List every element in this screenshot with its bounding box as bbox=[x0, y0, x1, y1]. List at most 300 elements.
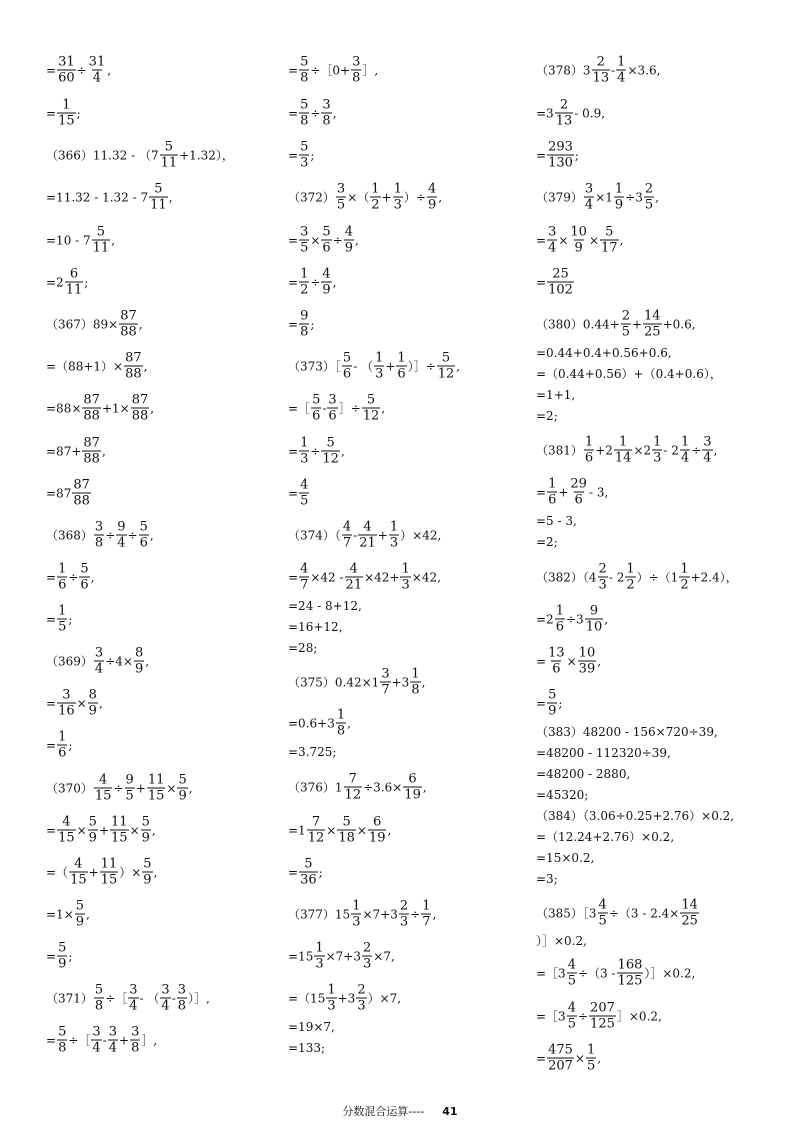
fraction bbox=[421, 899, 431, 930]
denominator: 5 bbox=[586, 1058, 596, 1074]
fraction bbox=[344, 225, 354, 256]
math-text: ］×0.2, bbox=[616, 1009, 662, 1023]
math-text: × bbox=[326, 823, 337, 837]
numerator: 87 bbox=[83, 435, 100, 451]
math-line bbox=[288, 436, 345, 467]
numerator: 4 bbox=[300, 561, 309, 577]
fraction bbox=[374, 351, 384, 382]
math-text: +2 bbox=[595, 443, 613, 457]
math-text: = bbox=[536, 233, 547, 247]
denominator: 4 bbox=[584, 197, 594, 213]
denominator: 125 bbox=[590, 1016, 615, 1032]
numerator: 2 bbox=[644, 181, 654, 197]
numerator: 11 bbox=[111, 814, 128, 830]
fraction bbox=[336, 182, 346, 213]
fraction bbox=[139, 520, 149, 551]
math-line bbox=[536, 872, 558, 886]
fraction bbox=[625, 562, 635, 593]
numerator: 1 bbox=[352, 898, 361, 914]
math-text: （383）48200 - 156×720÷39, bbox=[536, 725, 718, 739]
math-line bbox=[536, 182, 659, 213]
fraction bbox=[356, 983, 366, 1014]
numerator: 3 bbox=[336, 181, 346, 197]
numerator: 4 bbox=[598, 897, 607, 913]
numerator: 5 bbox=[300, 97, 309, 113]
numerator: 5 bbox=[75, 898, 85, 914]
math-text: = bbox=[288, 233, 299, 247]
fraction bbox=[57, 98, 76, 129]
math-text: - 3, bbox=[588, 485, 609, 499]
math-text: （378）3 bbox=[536, 63, 591, 77]
math-text: - 0.9, bbox=[574, 106, 606, 120]
denominator: 11 bbox=[65, 282, 83, 298]
math-text: （382）（4 bbox=[536, 570, 597, 584]
math-text: （379） bbox=[536, 190, 583, 204]
math-text: , bbox=[168, 190, 173, 204]
math-line bbox=[536, 767, 630, 781]
fraction bbox=[584, 182, 594, 213]
math-text: × bbox=[574, 1051, 585, 1065]
math-text: = bbox=[46, 823, 57, 837]
numerator: 2 bbox=[357, 982, 366, 998]
numerator: 2 bbox=[399, 898, 409, 914]
math-text: , bbox=[90, 570, 95, 584]
math-line bbox=[536, 646, 601, 677]
math-text: =2; bbox=[536, 535, 558, 549]
math-line bbox=[46, 98, 81, 129]
fraction bbox=[94, 646, 104, 677]
denominator: 18 bbox=[338, 830, 355, 846]
math-text: ÷ bbox=[113, 781, 124, 795]
math-text: ］, bbox=[141, 1033, 158, 1047]
numerator: 5 bbox=[548, 687, 557, 703]
numerator: 2 bbox=[621, 308, 630, 324]
math-text: +2.4）， bbox=[690, 570, 738, 584]
denominator: 8 bbox=[131, 1040, 140, 1056]
math-line bbox=[288, 983, 401, 1014]
numerator: 5 bbox=[366, 392, 376, 408]
math-text: =［3 bbox=[536, 966, 566, 980]
math-line bbox=[46, 941, 72, 972]
denominator: 3 bbox=[357, 998, 366, 1014]
denominator: 25 bbox=[644, 324, 661, 340]
math-text: = bbox=[536, 654, 547, 668]
numerator: 3 bbox=[92, 1024, 101, 1040]
math-text: =45320; bbox=[536, 788, 589, 802]
fraction bbox=[321, 436, 340, 467]
math-text: +1.32）， bbox=[179, 148, 234, 162]
denominator: 88 bbox=[73, 493, 90, 509]
numerator: 1 bbox=[586, 1042, 596, 1058]
math-text: ÷ bbox=[577, 1009, 589, 1023]
math-line bbox=[288, 772, 427, 803]
denominator: 4 bbox=[94, 661, 104, 677]
denominator: 9 bbox=[322, 282, 331, 298]
math-text: ; bbox=[84, 275, 89, 289]
math-text: +3 bbox=[337, 991, 356, 1005]
numerator: 475 bbox=[548, 1042, 573, 1058]
fraction bbox=[589, 1001, 616, 1032]
math-text: , bbox=[604, 612, 609, 626]
math-line bbox=[46, 730, 72, 761]
math-text: =87+ bbox=[46, 444, 82, 458]
math-line bbox=[536, 809, 734, 823]
math-text: =16+12, bbox=[288, 620, 343, 634]
numerator: 5 bbox=[139, 519, 148, 535]
math-text: ÷［ bbox=[105, 991, 128, 1005]
denominator: 2 bbox=[680, 577, 689, 593]
fraction bbox=[65, 267, 84, 298]
numerator: 10 bbox=[570, 224, 587, 240]
denominator: 13 bbox=[555, 113, 573, 129]
math-text: （369） bbox=[46, 654, 93, 668]
fraction bbox=[410, 667, 420, 698]
math-line bbox=[46, 1025, 157, 1056]
numerator: 7 bbox=[311, 814, 321, 830]
math-text: =（15 bbox=[288, 991, 326, 1005]
fraction bbox=[57, 562, 67, 593]
math-text: （373）［ bbox=[288, 359, 341, 373]
denominator: 4 bbox=[92, 70, 102, 86]
denominator: 9 bbox=[141, 830, 150, 846]
math-line bbox=[46, 351, 147, 382]
math-text: =24 - 8+12, bbox=[288, 599, 362, 613]
denominator: 6 bbox=[552, 661, 561, 677]
fraction bbox=[57, 55, 76, 86]
denominator: 9 bbox=[427, 197, 437, 213]
math-text: , bbox=[387, 823, 392, 837]
numerator: 1 bbox=[619, 434, 628, 450]
math-text: + bbox=[119, 1033, 130, 1047]
fraction bbox=[134, 646, 144, 677]
math-line bbox=[536, 367, 722, 381]
denominator: 11 bbox=[150, 197, 167, 213]
fraction bbox=[358, 520, 377, 551]
math-text: ; bbox=[574, 148, 579, 162]
math-line bbox=[288, 140, 314, 171]
numerator: 5 bbox=[96, 224, 106, 240]
fraction bbox=[614, 182, 624, 213]
fraction bbox=[555, 98, 574, 129]
numerator: 4 bbox=[567, 957, 576, 973]
math-text: ）×42, bbox=[400, 528, 442, 542]
denominator: 3 bbox=[363, 956, 372, 972]
denominator: 17 bbox=[601, 240, 618, 256]
numerator: 4 bbox=[322, 266, 331, 282]
denominator: 25 bbox=[681, 913, 698, 929]
denominator: 7 bbox=[300, 577, 309, 593]
numerator: 5 bbox=[178, 772, 187, 788]
denominator: 3 bbox=[300, 155, 309, 171]
numerator: 1 bbox=[375, 350, 384, 366]
fraction bbox=[299, 478, 309, 509]
math-line bbox=[536, 477, 608, 508]
fraction bbox=[147, 773, 166, 804]
math-line bbox=[536, 725, 718, 739]
math-text: （368） bbox=[46, 528, 93, 542]
denominator: 6 bbox=[139, 535, 148, 551]
numerator: 5 bbox=[342, 814, 351, 830]
numerator: 1 bbox=[584, 434, 594, 450]
math-text: ÷3 bbox=[625, 190, 643, 204]
fraction bbox=[94, 520, 104, 551]
denominator: 3 bbox=[327, 998, 336, 1014]
math-line bbox=[288, 520, 441, 551]
math-text: , bbox=[438, 190, 443, 204]
numerator: 5 bbox=[94, 982, 104, 998]
numerator: 14 bbox=[681, 897, 698, 913]
denominator: 5 bbox=[567, 973, 576, 989]
math-text: + bbox=[98, 823, 110, 837]
math-line bbox=[46, 436, 106, 467]
fraction bbox=[57, 730, 67, 761]
fraction bbox=[592, 55, 611, 86]
denominator: 6 bbox=[312, 408, 321, 424]
math-text: + bbox=[377, 528, 388, 542]
denominator: 8 bbox=[322, 113, 331, 129]
fraction bbox=[88, 55, 107, 86]
math-text: = bbox=[288, 148, 299, 162]
math-text: （374）（ bbox=[288, 528, 341, 542]
math-text: × bbox=[356, 823, 367, 837]
math-line bbox=[288, 599, 362, 613]
fraction bbox=[94, 983, 104, 1014]
numerator: 31 bbox=[58, 54, 75, 70]
page-number: 41 bbox=[442, 1105, 458, 1118]
numerator: 87 bbox=[73, 477, 90, 493]
fraction bbox=[569, 477, 588, 508]
denominator: 9 bbox=[58, 956, 67, 972]
numerator: 5 bbox=[300, 54, 309, 70]
math-text: ×2 bbox=[633, 443, 652, 457]
math-text: = bbox=[288, 63, 299, 77]
fraction bbox=[567, 1001, 577, 1032]
numerator: 9 bbox=[589, 603, 599, 619]
fraction bbox=[299, 225, 309, 256]
math-text: =15×0.2, bbox=[536, 851, 595, 865]
fraction bbox=[82, 436, 101, 467]
fraction bbox=[116, 520, 126, 551]
math-text: , bbox=[101, 444, 106, 458]
fraction bbox=[57, 688, 76, 719]
numerator: 207 bbox=[590, 1000, 615, 1016]
numerator: 3 bbox=[62, 687, 71, 703]
fraction bbox=[299, 562, 309, 593]
math-text: ; bbox=[318, 865, 323, 879]
math-text: , bbox=[151, 823, 156, 837]
math-text: =3; bbox=[536, 872, 558, 886]
math-line bbox=[46, 646, 149, 677]
math-text: ; bbox=[68, 612, 73, 626]
math-text: × bbox=[588, 233, 600, 247]
denominator: 3 bbox=[393, 197, 402, 213]
denominator: 13 bbox=[592, 70, 610, 86]
numerator: 1 bbox=[300, 266, 309, 282]
fraction bbox=[299, 309, 309, 340]
denominator: 6 bbox=[58, 745, 67, 761]
math-text: , bbox=[421, 675, 426, 689]
fraction bbox=[600, 225, 619, 256]
math-line bbox=[288, 309, 314, 340]
numerator: 3 bbox=[129, 982, 138, 998]
math-text: = bbox=[288, 570, 299, 584]
denominator: 9 bbox=[344, 240, 354, 256]
math-text: （381） bbox=[536, 443, 583, 457]
math-line bbox=[536, 267, 575, 298]
math-text: × bbox=[566, 654, 577, 668]
math-text: ×42, bbox=[411, 570, 441, 584]
math-line bbox=[46, 688, 103, 719]
math-text: =11.32 - 1.32 - 7 bbox=[46, 190, 149, 204]
math-line bbox=[46, 393, 154, 424]
fraction bbox=[299, 140, 309, 171]
math-text: = bbox=[288, 444, 299, 458]
fraction bbox=[100, 857, 119, 888]
denominator: 9 bbox=[88, 830, 97, 846]
numerator: 5 bbox=[88, 814, 97, 830]
math-text: + bbox=[88, 865, 99, 879]
denominator: 6 bbox=[322, 240, 331, 256]
math-line bbox=[536, 435, 717, 466]
denominator: 2 bbox=[371, 197, 380, 213]
denominator: 11 bbox=[160, 155, 178, 171]
math-text: ×7+3 bbox=[325, 949, 361, 963]
math-text: + bbox=[385, 359, 396, 373]
fraction bbox=[598, 898, 608, 929]
math-line bbox=[288, 393, 385, 424]
denominator: 6 bbox=[397, 366, 406, 382]
numerator: 2 bbox=[559, 97, 569, 113]
numerator: 5 bbox=[441, 350, 451, 366]
numerator: 1 bbox=[371, 181, 380, 197]
math-text: =87 bbox=[46, 486, 72, 500]
denominator: 8 bbox=[300, 70, 309, 86]
math-line bbox=[536, 309, 696, 340]
denominator: 88 bbox=[83, 408, 100, 424]
math-text: ÷［0+ bbox=[310, 63, 351, 77]
denominator: 3 bbox=[399, 914, 409, 930]
denominator: 5 bbox=[336, 197, 346, 213]
math-text: , bbox=[332, 106, 337, 120]
math-line bbox=[46, 520, 154, 551]
math-text: ×42 - bbox=[310, 570, 344, 584]
math-text: =2 bbox=[536, 612, 554, 626]
math-text: ÷ bbox=[127, 528, 138, 542]
numerator: 1 bbox=[336, 707, 346, 723]
fraction bbox=[321, 267, 331, 298]
math-text: （377）15 bbox=[288, 907, 351, 921]
fraction bbox=[79, 562, 89, 593]
math-text: - bbox=[611, 63, 616, 77]
denominator: 125 bbox=[617, 973, 643, 989]
math-text: ; bbox=[68, 738, 73, 752]
fraction bbox=[567, 958, 577, 989]
math-line bbox=[288, 55, 378, 86]
math-text: =48200 - 2880, bbox=[536, 767, 631, 781]
fraction bbox=[142, 857, 152, 888]
denominator: 12 bbox=[307, 830, 325, 846]
denominator: 9 bbox=[88, 703, 97, 719]
math-text: ; bbox=[76, 106, 81, 120]
numerator: 2 bbox=[598, 561, 607, 577]
numerator: 1 bbox=[62, 97, 71, 113]
math-line bbox=[536, 851, 594, 865]
fraction bbox=[578, 646, 597, 677]
math-text: =15 bbox=[288, 949, 314, 963]
math-text: + bbox=[381, 190, 392, 204]
math-text: ÷ bbox=[105, 528, 116, 542]
denominator: 6 bbox=[328, 408, 337, 424]
math-text: ÷（3 - 2.4× bbox=[608, 906, 680, 920]
math-text: = bbox=[536, 148, 547, 162]
numerator: 29 bbox=[570, 476, 587, 492]
denominator: 9 bbox=[143, 872, 152, 888]
fraction bbox=[128, 983, 138, 1014]
math-text: × bbox=[129, 823, 140, 837]
math-text: = bbox=[288, 106, 299, 120]
math-line bbox=[46, 182, 173, 213]
math-text: ×42+ bbox=[364, 570, 400, 584]
fraction bbox=[299, 857, 318, 888]
denominator: 3 bbox=[598, 577, 607, 593]
math-text: ; bbox=[310, 148, 315, 162]
math-text: =1 bbox=[288, 823, 306, 837]
math-text: ÷ bbox=[310, 275, 321, 289]
numerator: 9 bbox=[300, 308, 309, 324]
math-text: , bbox=[597, 1051, 602, 1065]
denominator: 19 bbox=[368, 830, 386, 846]
math-text: , bbox=[86, 907, 90, 921]
denominator: 8 bbox=[300, 113, 309, 129]
numerator: 4 bbox=[567, 1000, 576, 1016]
math-line bbox=[46, 983, 210, 1014]
numerator: 1 bbox=[58, 561, 67, 577]
numerator: 1 bbox=[58, 729, 67, 745]
fraction bbox=[393, 182, 403, 213]
denominator: 5 bbox=[300, 493, 309, 509]
fraction bbox=[351, 899, 361, 930]
math-line bbox=[536, 388, 575, 402]
denominator: 88 bbox=[120, 324, 137, 340]
math-line bbox=[46, 225, 115, 256]
denominator: 3 bbox=[375, 366, 384, 382]
numerator: 5 bbox=[80, 561, 89, 577]
math-line bbox=[288, 815, 391, 846]
math-text: =1× bbox=[46, 907, 74, 921]
math-text: =2 bbox=[46, 275, 64, 289]
numerator: 7 bbox=[348, 771, 357, 787]
math-line bbox=[536, 514, 577, 528]
fraction bbox=[119, 309, 138, 340]
math-line bbox=[536, 225, 623, 256]
math-text: （375）0.42×1 bbox=[288, 675, 380, 689]
math-text: × bbox=[166, 781, 177, 795]
numerator: 1 bbox=[389, 519, 399, 535]
fraction bbox=[57, 1025, 67, 1056]
math-line bbox=[46, 773, 193, 804]
math-text: =133; bbox=[288, 1041, 326, 1055]
fraction bbox=[125, 773, 135, 804]
fraction bbox=[652, 435, 662, 466]
fraction bbox=[91, 1025, 101, 1056]
numerator: 31 bbox=[88, 54, 106, 70]
math-text: , bbox=[619, 233, 624, 247]
fraction bbox=[88, 815, 98, 846]
numerator: 1 bbox=[617, 54, 626, 70]
denominator: 8 bbox=[352, 70, 361, 86]
fraction bbox=[547, 688, 557, 719]
math-line bbox=[536, 140, 579, 171]
